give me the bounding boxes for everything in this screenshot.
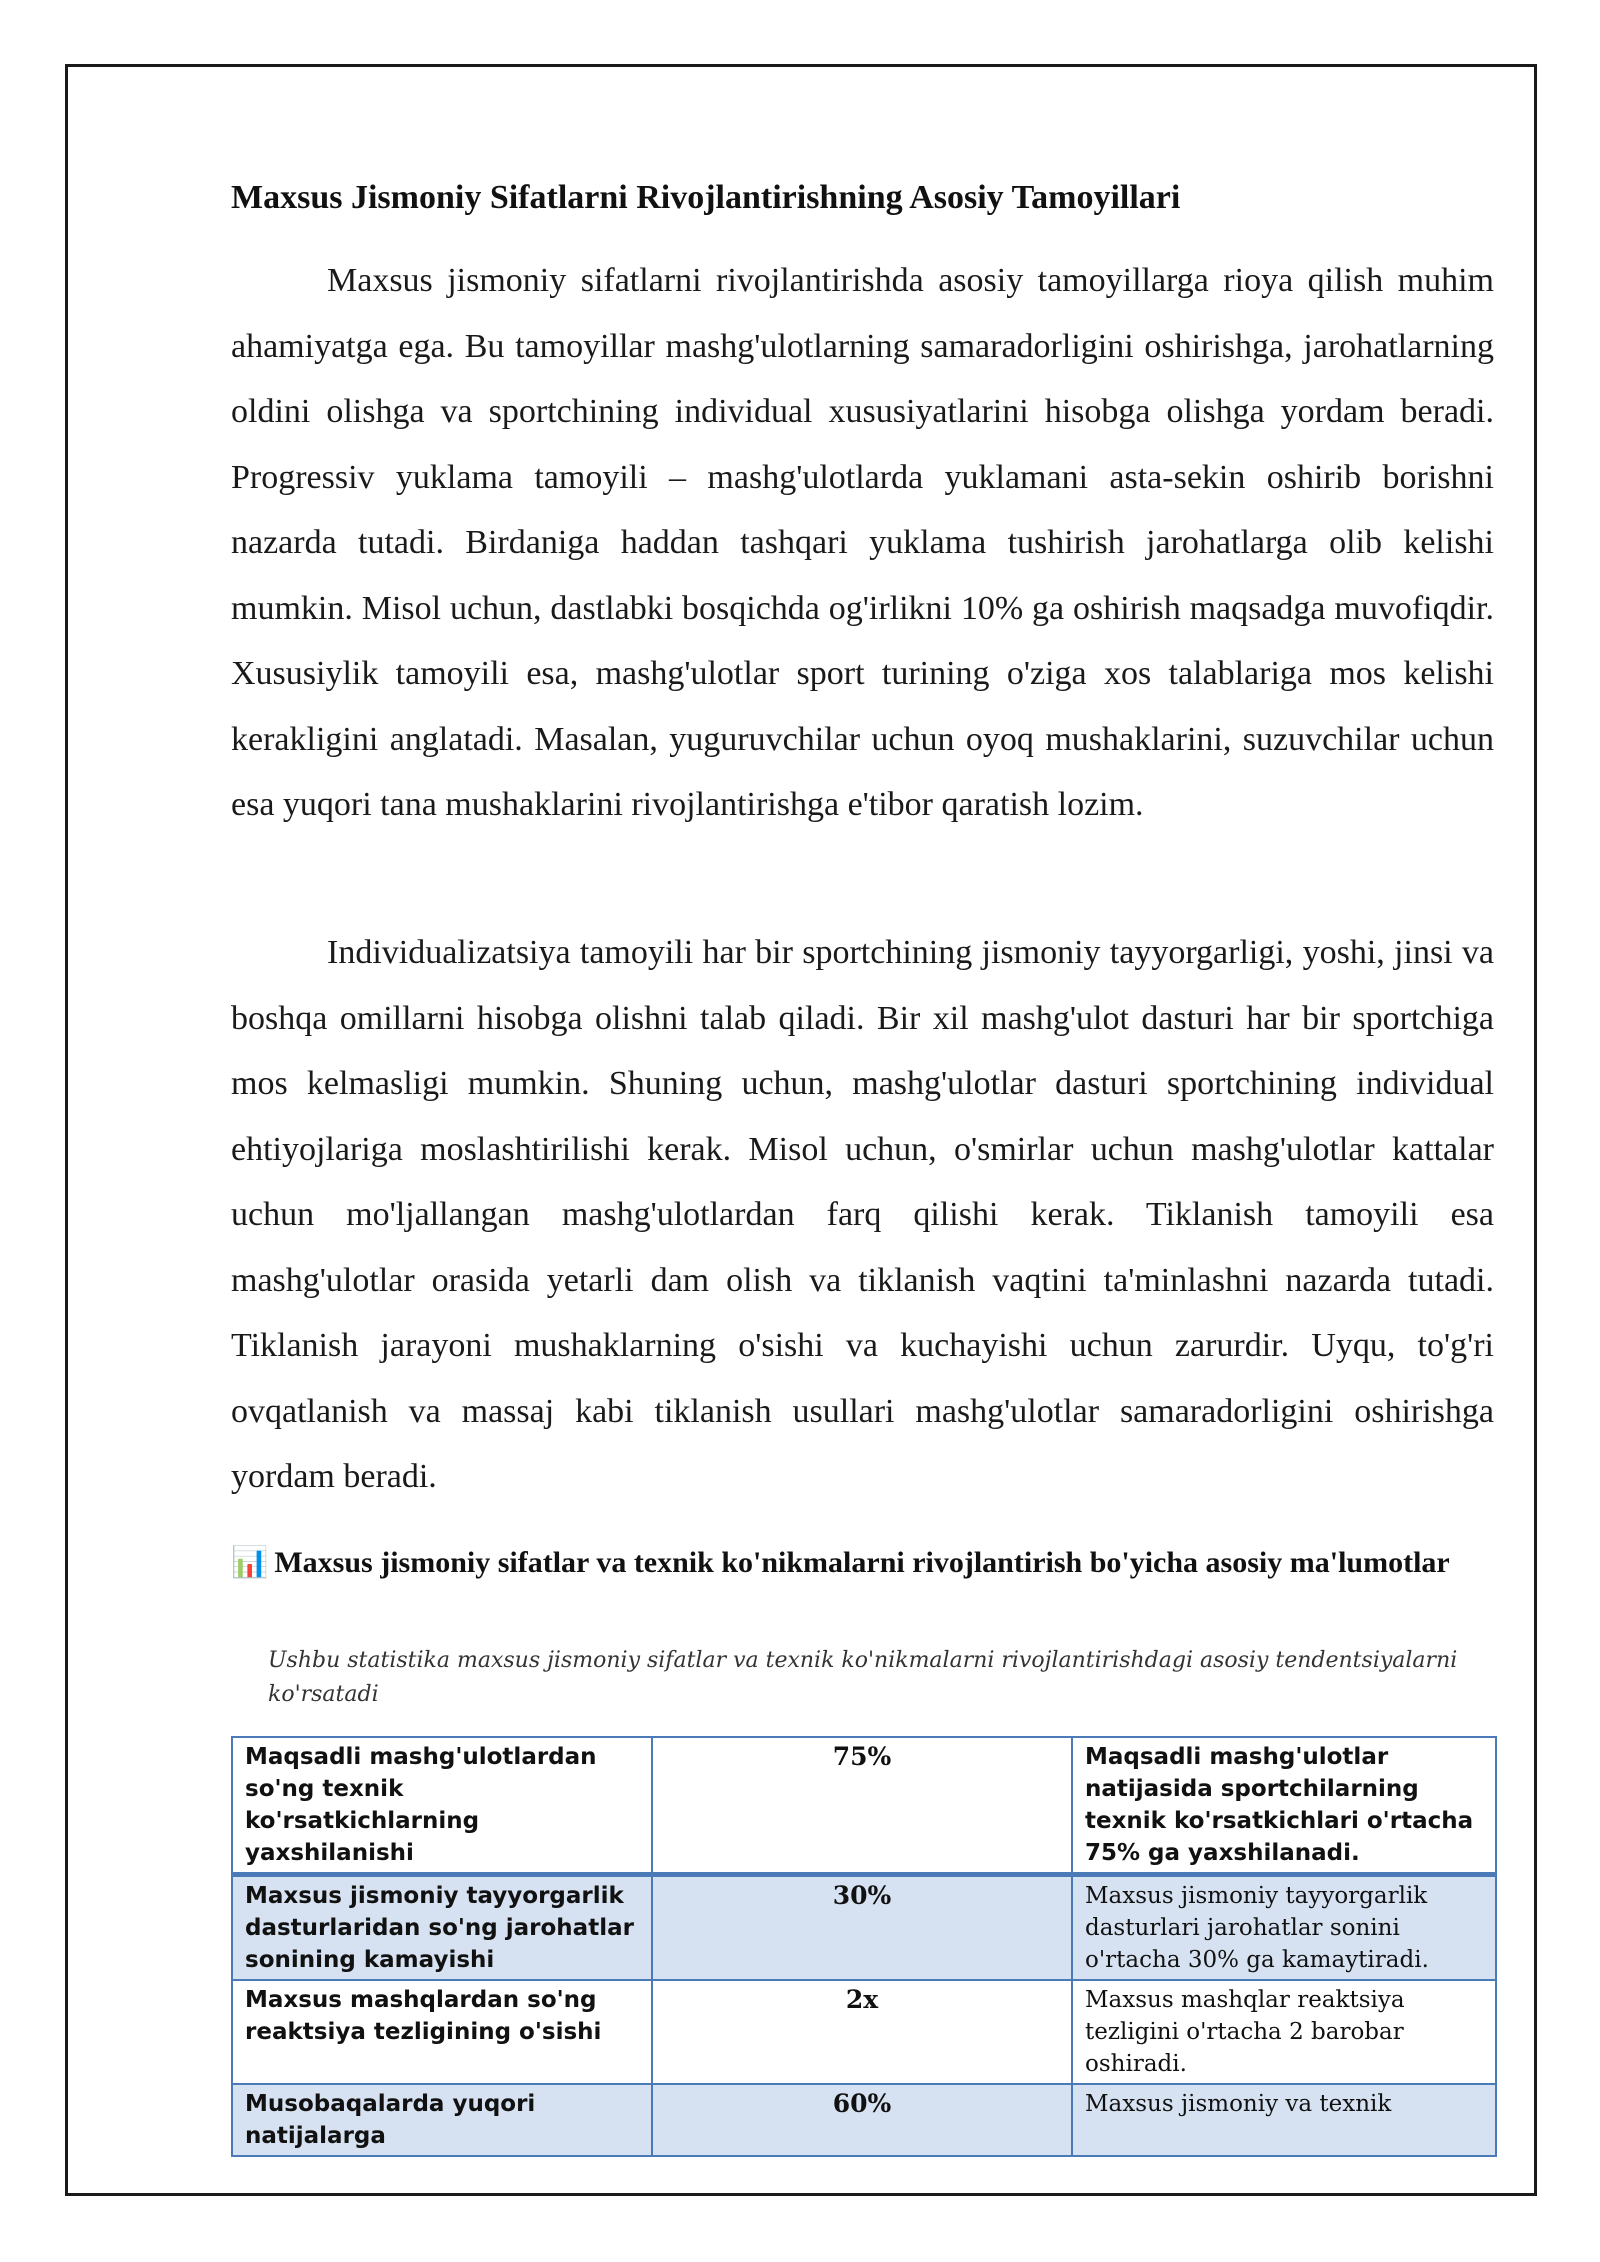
table-row xyxy=(232,1980,1496,2084)
description-cell: Maqsadli mashg'ulotlar natijasida sportchilarning texnik ko'rsatkichlari o'rtacha 75% ga yaxshilanadi. xyxy=(1072,1737,1496,1875)
stats-heading xyxy=(231,1541,1494,1584)
document-title: Maxsus Jismoniy Sifatlarni Rivojlantirishning Asosiy Tamoyillari xyxy=(231,179,1181,216)
metric-cell: Maqsadli mashg'ulotlardan so'ng texnik ko'rsatkichlarning yaxshilanishi xyxy=(232,1737,652,1875)
bar-chart-icon: 📊 xyxy=(231,1546,269,1579)
value-cell: 60% xyxy=(652,2084,1072,2156)
stats-heading-text: Maxsus jismoniy sifatlar va texnik ko'nikmalarni rivojlantirish bo'yicha asosiy ma'lumotlar xyxy=(274,1546,1450,1579)
table-row xyxy=(232,1875,1496,1981)
description-cell: Maxsus jismoniy tayyorgarlik dasturlari jarohatlar sonini o'rtacha 30% ga kamaytiradi. xyxy=(1072,1875,1496,1981)
description-cell: Maxsus mashqlar reaktsiya tezligini o'rtacha 2 barobar oshiradi. xyxy=(1072,1980,1496,2084)
stats-subtitle: Ushbu statistika maxsus jismoniy sifatlar va texnik ko'nikmalarni rivojlantirishdagi asosiy tendentsiyalarni ko'rsatadi xyxy=(268,1648,1458,1707)
value-cell: 30% xyxy=(652,1875,1072,1981)
metric-cell: Maxsus mashqlardan so'ng reaktsiya tezligining o'sishi xyxy=(232,1980,652,2084)
metric-cell: Musobaqalarda yuqori natijalarga xyxy=(232,2084,652,2156)
description-cell: Maxsus jismoniy va texnik xyxy=(1072,2084,1496,2156)
value-cell: 75% xyxy=(652,1737,1072,1875)
metric-cell: Maxsus jismoniy tayyorgarlik dasturlaridan so'ng jarohatlar sonining kamayishi xyxy=(232,1875,652,1981)
value-cell: 2x xyxy=(652,1980,1072,2084)
table-row xyxy=(232,1737,1496,1875)
paragraph: Maxsus jismoniy sifatlarni rivojlantirishda asosiy tamoyillarga rioya qilish muhim ahamiyatga ega. Bu tamoyillar mashg'ulotlarning samaradorligini oshirishga, jarohatlarning oldini olishga va sportchining individual xususiyatlarini hisobga olishga yordam beradi. Progressiv yuklama tamoyili – mashg'ulotlarda yuklamani asta-sekin oshirib borishni nazarda tutadi. Birdaniga haddan tashqari yuklama tushirish jarohatlarga olib kelishi mumkin. Misol uchun, dastlabki bosqichda og'irlikni 10% ga oshirish maqsadga muvofiqdir. Xususiylik tamoyili esa, mashg'ulotlar sport turining o'ziga xos talablariga mos kelishi kerakligini anglatadi. Masalan, yuguruvchilar uchun oyoq mushaklarini, suzuvchilar uchun esa yuqori tana mushaklarini rivojlantirishga e'tibor qaratish lozim. xyxy=(231,262,1494,823)
paragraph: Individualizatsiya tamoyili har bir sportchining jismoniy tayyorgarligi, yoshi, jinsi va boshqa omillarni hisobga olishni talab qiladi. Bir xil mashg'ulot dasturi har bir sportchiga mos kelmasligi mumkin. Shuning uchun, mashg'ulotlar dasturi sportchining individual ehtiyojlariga moslashtirilishi kerak. Misol uchun, o'smirlar uchun mashg'ulotlar kattalar uchun mo'ljallangan mashg'ulotlardan farq qilishi kerak. Tiklanish tamoyili esa mashg'ulotlar orasida yetarli dam olish va tiklanish vaqtini ta'minlashni nazarda tutadi. Tiklanish jarayoni mushaklarning o'sishi va kuchayishi uchun zarurdir. Uyqu, to'g'ri ovqatlanish va massaj kabi tiklanish usullari mashg'ulotlar samaradorligini oshirishga yordam beradi. xyxy=(231,934,1494,1495)
table-row xyxy=(232,2084,1496,2156)
stats-table xyxy=(231,1736,1497,2157)
